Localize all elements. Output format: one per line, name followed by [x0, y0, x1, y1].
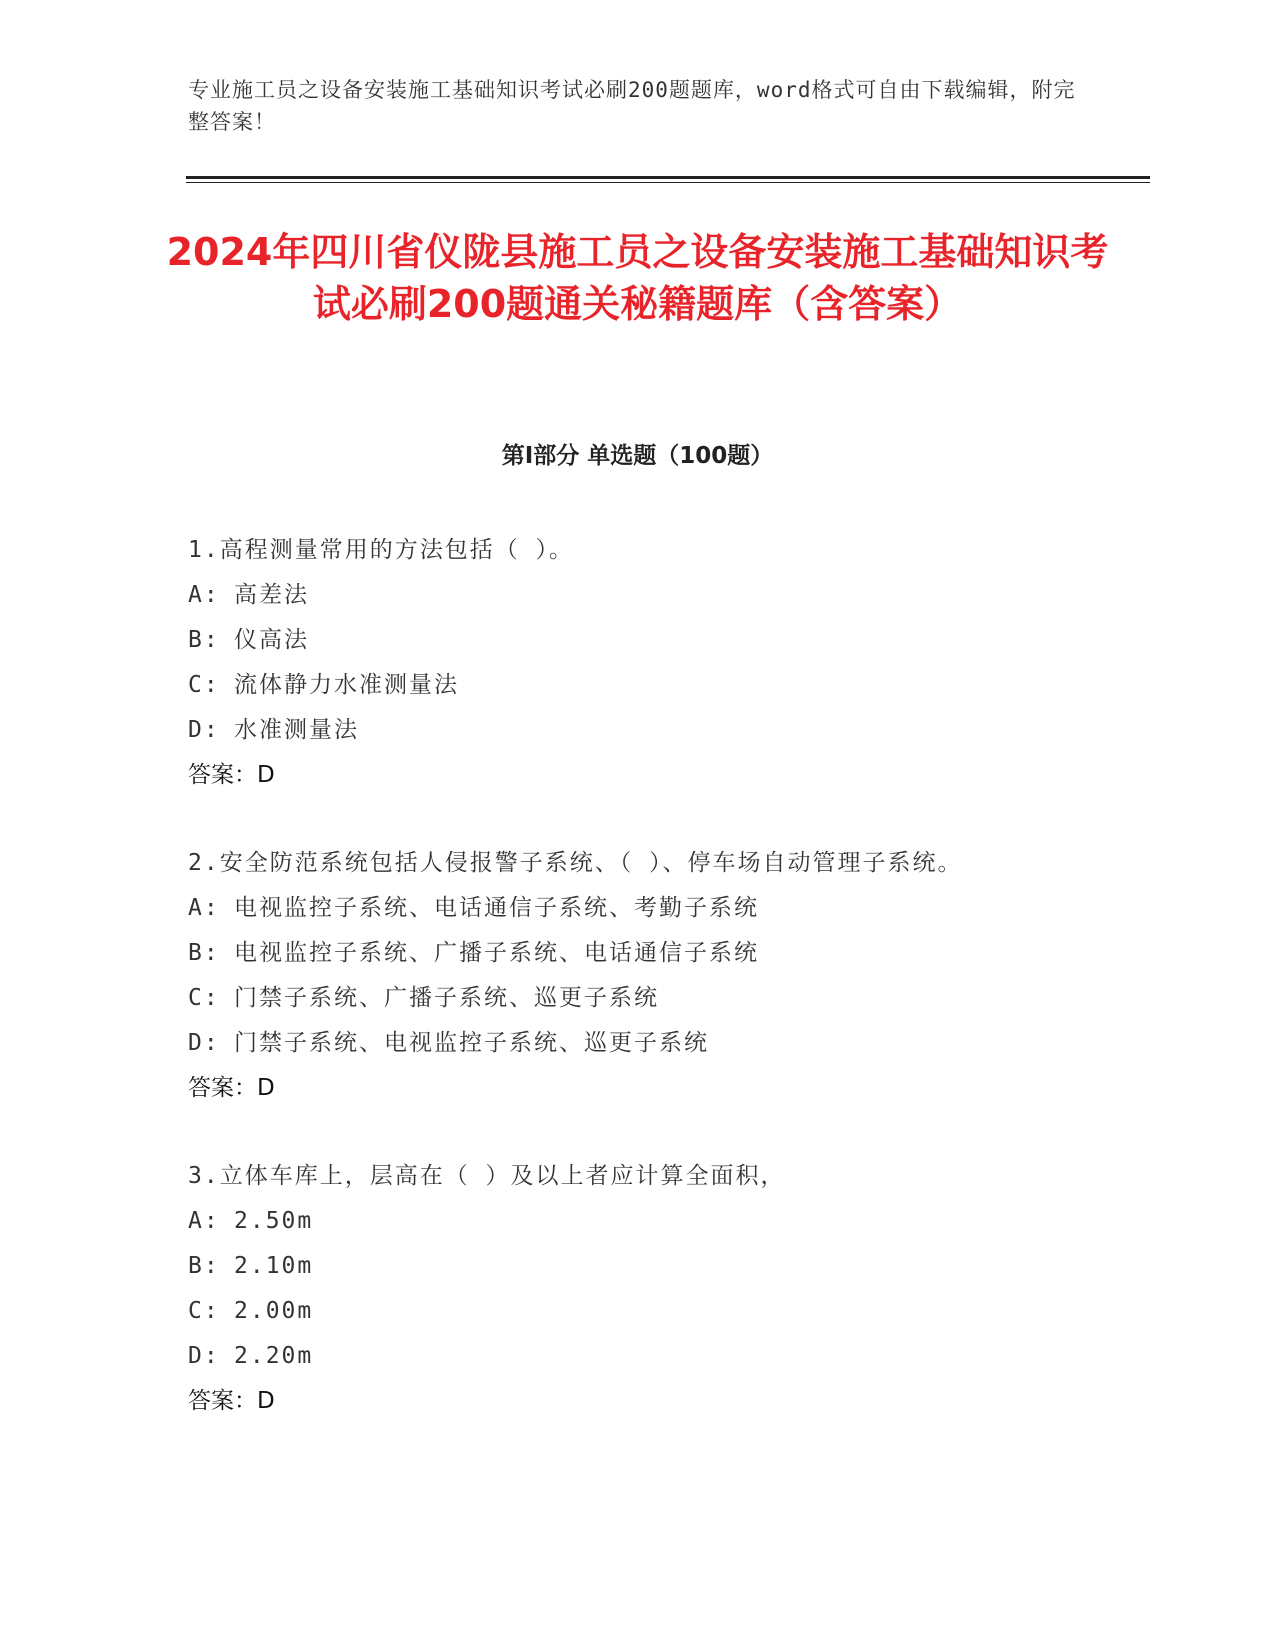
option-b [188, 1244, 1088, 1289]
option-letter: B: [188, 627, 220, 653]
option-b [188, 931, 1088, 976]
answer-line: 答案：D [188, 762, 275, 788]
option-text: 水准测量法 [234, 717, 359, 743]
option-letter: D: [188, 1343, 220, 1369]
option-c [188, 663, 1088, 708]
option-text: 门禁子系统、广播子系统、巡更子系统 [234, 985, 659, 1011]
document-title: 2024年四川省仪陇县施工员之设备安装施工基础知识考试必刷200题通关秘籍题库（含答案） [166, 230, 1109, 326]
option-letter: C: [188, 985, 220, 1011]
question-3 [188, 1154, 1088, 1424]
option-text: 仪高法 [234, 627, 309, 653]
option-a [188, 573, 1088, 618]
header-rule-thin [186, 182, 1150, 183]
question-list [188, 528, 1088, 1467]
option-letter: B: [188, 1253, 220, 1279]
option-text: 门禁子系统、电视监控子系统、巡更子系统 [234, 1030, 709, 1056]
option-text: 2.10m [234, 1253, 314, 1279]
question-stem: 1.高程测量常用的方法包括（ ）。 [188, 537, 575, 563]
option-d [188, 1334, 1088, 1379]
option-d [188, 708, 1088, 753]
option-letter: B: [188, 940, 220, 966]
option-letter: A: [188, 582, 220, 608]
answer-line: 答案：D [188, 1075, 275, 1101]
option-text: 电视监控子系统、广播子系统、电话通信子系统 [234, 940, 759, 966]
section-title: 第I部分 单选题（100题） [501, 443, 774, 469]
option-text: 2.50m [234, 1208, 314, 1234]
option-letter: D: [188, 1030, 220, 1056]
option-d [188, 1021, 1088, 1066]
option-c [188, 1289, 1088, 1334]
option-text: 2.20m [234, 1343, 314, 1369]
option-text: 流体静力水准测量法 [234, 672, 459, 698]
answer-line: 答案：D [188, 1388, 275, 1414]
header-rule-thick [186, 176, 1150, 179]
question-1 [188, 528, 1088, 798]
option-text: 电视监控子系统、电话通信子系统、考勤子系统 [234, 895, 759, 921]
question-stem: 3.立体车库上，层高在（ ）及以上者应计算全面积， [188, 1163, 786, 1189]
option-letter: A: [188, 1208, 220, 1234]
option-letter: A: [188, 895, 220, 921]
option-letter: C: [188, 1298, 220, 1324]
question-2 [188, 841, 1088, 1111]
option-a [188, 886, 1088, 931]
header-note: 专业施工员之设备安装施工基础知识考试必刷200题题库，word格式可自由下载编辑，附完整答案！ [188, 78, 1076, 134]
option-c [188, 976, 1088, 1021]
option-letter: D: [188, 717, 220, 743]
option-text: 2.00m [234, 1298, 314, 1324]
option-b [188, 618, 1088, 663]
question-stem: 2.安全防范系统包括人侵报警子系统、（ ）、停车场自动管理子系统。 [188, 850, 963, 876]
option-a [188, 1199, 1088, 1244]
option-text: 高差法 [234, 582, 309, 608]
option-letter: C: [188, 672, 220, 698]
